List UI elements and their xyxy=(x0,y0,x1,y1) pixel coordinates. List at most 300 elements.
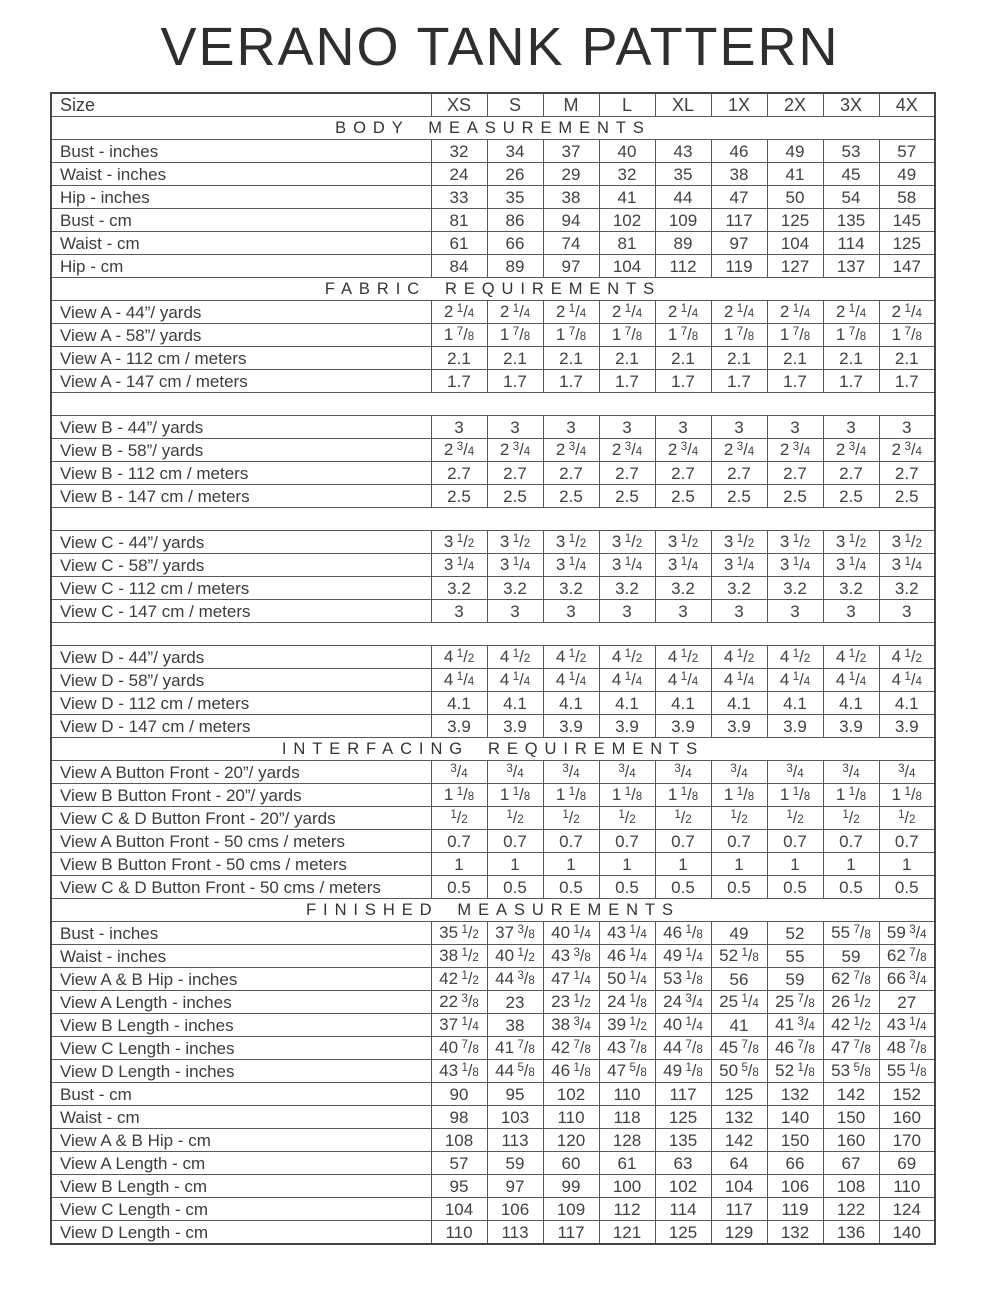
fraction-slash: / xyxy=(859,1039,865,1058)
fraction xyxy=(730,808,747,827)
value-cell xyxy=(823,807,879,830)
value-cell: 46 xyxy=(711,140,767,163)
fraction-slash: / xyxy=(631,441,636,460)
value-cell: 4 $^1$/4 xyxy=(879,669,935,692)
value-cell: 98 xyxy=(431,1106,487,1129)
fraction-denominator: 2 xyxy=(747,653,755,666)
fraction-numerator: 1 xyxy=(792,303,800,316)
value-cell: 59 xyxy=(767,968,823,991)
value-cell: 46 $^1$/8 xyxy=(543,1060,599,1083)
value-cell: 102 xyxy=(655,1175,711,1198)
table-row xyxy=(51,1129,935,1152)
fraction-denominator: 8 xyxy=(915,791,922,804)
fraction-slash: / xyxy=(467,947,473,966)
table-row xyxy=(51,922,935,945)
fraction-denominator: 4 xyxy=(579,446,587,459)
fraction xyxy=(461,1038,478,1057)
fraction-slash: / xyxy=(624,809,630,828)
value-cell xyxy=(431,807,487,830)
fraction-denominator: 4 xyxy=(915,446,922,459)
fraction-denominator: 4 xyxy=(797,768,804,781)
fraction-slash: / xyxy=(523,1039,529,1058)
fraction-slash: / xyxy=(575,326,580,345)
value-cell: 3 $^1$/2 xyxy=(711,531,767,554)
value-cell: 95 xyxy=(487,1083,543,1106)
fraction-slash: / xyxy=(519,648,524,667)
row-label: View A Button Front - 20”/ yards xyxy=(51,761,431,784)
value-cell: 61 xyxy=(431,232,487,255)
fraction-denominator: 8 xyxy=(864,975,871,988)
value-cell: 2 $^1$/4 xyxy=(543,301,599,324)
value-cell: 109 xyxy=(543,1198,599,1221)
value-cell: 4 $^1$/4 xyxy=(823,669,879,692)
fraction-denominator: 8 xyxy=(472,1044,479,1057)
row-label: View C Length - cm xyxy=(51,1198,431,1221)
value-cell: 3 $^1$/2 xyxy=(487,531,543,554)
value-cell: 1 $^1$/8 xyxy=(879,784,935,807)
fraction xyxy=(517,946,534,965)
value-cell: 3 xyxy=(431,416,487,439)
table-row xyxy=(51,876,935,899)
value-cell xyxy=(543,807,599,830)
fraction-denominator: 2 xyxy=(741,814,748,827)
fraction-slash: / xyxy=(575,303,580,322)
fraction-numerator: 3 xyxy=(674,763,681,776)
value-cell: 2.5 xyxy=(879,485,935,508)
fraction xyxy=(685,969,702,988)
value-cell: 1 xyxy=(487,853,543,876)
fraction-denominator: 8 xyxy=(467,331,475,344)
row-label: View A - 147 cm / meters xyxy=(51,370,431,393)
row-label: View A - 44”/ yards xyxy=(51,301,431,324)
fraction-numerator: 1 xyxy=(741,993,748,1006)
fraction-numerator: 1 xyxy=(786,809,793,822)
value-cell: 40 $^1$/2 xyxy=(487,945,543,968)
value-cell: 4 $^1$/2 xyxy=(767,646,823,669)
value-cell: 2.7 xyxy=(767,462,823,485)
fraction-numerator: 1 xyxy=(674,809,681,822)
fraction-denominator: 2 xyxy=(803,538,811,551)
value-cell: 3 $^1$/2 xyxy=(879,531,935,554)
row-label: View C Length - inches xyxy=(51,1037,431,1060)
fraction-numerator: 1 xyxy=(848,556,856,569)
value-cell: 0.7 xyxy=(487,830,543,853)
value-cell: 2.7 xyxy=(487,462,543,485)
value-cell: 112 xyxy=(655,255,711,278)
value-cell: 2.5 xyxy=(711,485,767,508)
fraction-denominator: 2 xyxy=(803,653,811,666)
fraction xyxy=(461,946,478,965)
value-cell: 2.1 xyxy=(711,347,767,370)
value-cell: 135 xyxy=(823,209,879,232)
fraction-numerator: 1 xyxy=(904,786,911,799)
fraction-denominator: 2 xyxy=(635,538,643,551)
fraction-numerator: 3 xyxy=(618,763,625,776)
fraction xyxy=(461,923,478,942)
fraction-numerator: 7 xyxy=(568,326,576,339)
fraction-numerator: 1 xyxy=(741,947,748,960)
fraction-denominator: 8 xyxy=(467,791,475,804)
fraction-numerator: 1 xyxy=(685,924,692,937)
fraction xyxy=(681,670,698,689)
fraction-denominator: 8 xyxy=(635,331,643,344)
value-cell: 2.7 xyxy=(823,462,879,485)
fraction-denominator: 4 xyxy=(584,975,591,988)
fraction-slash: / xyxy=(747,1039,753,1058)
fraction-slash: / xyxy=(519,556,524,575)
fraction xyxy=(625,325,642,344)
value-cell: 0.5 xyxy=(823,876,879,899)
section-heading-row xyxy=(51,117,935,140)
fraction-denominator: 4 xyxy=(803,308,811,321)
value-cell: 1 $^1$/8 xyxy=(823,784,879,807)
value-cell: 4.1 xyxy=(711,692,767,715)
fraction xyxy=(681,325,698,344)
fraction-slash: / xyxy=(523,1062,529,1081)
fraction xyxy=(681,555,698,574)
fraction-slash: / xyxy=(736,763,742,782)
fraction-denominator: 4 xyxy=(803,446,811,459)
fraction xyxy=(517,1061,534,1080)
fraction-numerator: 3 xyxy=(517,924,524,937)
value-cell xyxy=(767,761,823,784)
fraction-slash: / xyxy=(467,970,473,989)
table-row xyxy=(51,1152,935,1175)
value-cell: 3.2 xyxy=(879,577,935,600)
fraction-denominator: 8 xyxy=(808,998,815,1011)
value-cell: 57 xyxy=(879,140,935,163)
value-cell: 3.2 xyxy=(599,577,655,600)
value-cell: 49 xyxy=(767,140,823,163)
value-cell: 89 xyxy=(487,255,543,278)
row-label: Hip - inches xyxy=(51,186,431,209)
value-cell: 1 $^7$/8 xyxy=(767,324,823,347)
table-row xyxy=(51,784,935,807)
value-cell: 2 $^1$/4 xyxy=(767,301,823,324)
fraction xyxy=(681,785,698,804)
fraction-denominator: 8 xyxy=(859,791,867,804)
value-cell: 59 xyxy=(487,1152,543,1175)
fraction-slash: / xyxy=(519,303,524,322)
fraction-numerator: 7 xyxy=(909,1039,916,1052)
value-cell: 129 xyxy=(711,1221,767,1245)
value-cell: 3 xyxy=(543,600,599,623)
fraction-denominator: 2 xyxy=(523,538,531,551)
fraction-denominator: 4 xyxy=(691,308,699,321)
row-label: View B - 44”/ yards xyxy=(51,416,431,439)
fraction-denominator: 8 xyxy=(752,1067,759,1080)
value-cell: 50 $^5$/8 xyxy=(711,1060,767,1083)
fraction xyxy=(905,670,922,689)
value-cell: 97 xyxy=(487,1175,543,1198)
fraction-slash: / xyxy=(799,648,804,667)
row-label: View C - 112 cm / meters xyxy=(51,577,431,600)
value-cell: 2 $^3$/4 xyxy=(655,439,711,462)
fraction xyxy=(685,923,702,942)
fraction-numerator: 7 xyxy=(517,1039,524,1052)
fraction-slash: / xyxy=(743,671,748,690)
value-cell: 1.7 xyxy=(431,370,487,393)
value-cell: 41 xyxy=(599,186,655,209)
fraction-slash: / xyxy=(631,326,636,345)
value-cell: 2 $^1$/4 xyxy=(879,301,935,324)
fraction-slash: / xyxy=(463,441,468,460)
value-cell: 119 xyxy=(711,255,767,278)
table-row xyxy=(51,416,935,439)
value-cell: 4 $^1$/2 xyxy=(487,646,543,669)
fraction xyxy=(457,440,474,459)
fraction-numerator: 3 xyxy=(730,763,737,776)
fraction xyxy=(905,302,922,321)
fraction xyxy=(562,808,579,827)
value-cell: 1.7 xyxy=(487,370,543,393)
fraction-denominator: 4 xyxy=(573,768,580,781)
fraction-denominator: 4 xyxy=(741,768,748,781)
fraction xyxy=(569,532,586,551)
fraction-denominator: 8 xyxy=(859,331,867,344)
fraction xyxy=(685,1015,702,1034)
value-cell xyxy=(487,807,543,830)
value-cell: 2.5 xyxy=(767,485,823,508)
fraction-numerator: 1 xyxy=(680,786,688,799)
fraction-slash: / xyxy=(910,326,916,345)
value-cell: 48 $^7$/8 xyxy=(879,1037,935,1060)
table-row xyxy=(51,1221,935,1245)
fraction-denominator: 8 xyxy=(803,791,811,804)
value-cell xyxy=(879,761,935,784)
fraction-slash: / xyxy=(575,533,580,552)
value-cell: 4 $^1$/4 xyxy=(543,669,599,692)
fraction xyxy=(786,808,803,827)
fraction-slash: / xyxy=(687,303,692,322)
value-cell: 41 $^3$/4 xyxy=(767,1014,823,1037)
fraction xyxy=(517,969,534,988)
value-cell: 2.5 xyxy=(431,485,487,508)
value-cell: 0.7 xyxy=(711,830,767,853)
value-cell: 4 $^1$/2 xyxy=(543,646,599,669)
row-label: Waist - inches xyxy=(51,945,431,968)
fraction xyxy=(506,808,523,827)
fraction-denominator: 2 xyxy=(691,653,699,666)
fraction-slash: / xyxy=(691,924,697,943)
section-heading-row xyxy=(51,899,935,922)
fraction-denominator: 4 xyxy=(696,998,703,1011)
fraction-denominator: 8 xyxy=(640,998,647,1011)
fraction xyxy=(909,1061,926,1080)
value-cell: 1.7 xyxy=(655,370,711,393)
fraction xyxy=(513,670,530,689)
value-cell: 0.7 xyxy=(823,830,879,853)
table-row xyxy=(51,715,935,738)
fraction-denominator: 8 xyxy=(803,331,811,344)
fraction xyxy=(793,532,810,551)
fraction-slash: / xyxy=(631,303,636,322)
fraction-numerator: 1 xyxy=(461,924,468,937)
fraction-denominator: 4 xyxy=(640,975,647,988)
row-label: View D - 112 cm / meters xyxy=(51,692,431,715)
fraction-numerator: 7 xyxy=(680,326,688,339)
section-heading: BODY MEASUREMENTS xyxy=(51,117,935,140)
fraction-denominator: 4 xyxy=(640,929,647,942)
value-cell: 3.2 xyxy=(431,577,487,600)
fraction-denominator: 8 xyxy=(472,998,479,1011)
table-row xyxy=(51,1106,935,1129)
fraction-numerator: 1 xyxy=(680,671,688,684)
fraction xyxy=(461,1061,478,1080)
fraction-denominator: 8 xyxy=(747,791,755,804)
fraction-numerator: 1 xyxy=(797,1062,804,1075)
fraction-denominator: 2 xyxy=(909,814,916,827)
table-row xyxy=(51,1060,935,1083)
table-row xyxy=(51,462,935,485)
fraction-slash: / xyxy=(743,441,748,460)
fraction xyxy=(842,762,859,781)
value-cell: 46 $^1$/4 xyxy=(599,945,655,968)
fraction-slash: / xyxy=(635,947,641,966)
fraction-slash: / xyxy=(910,648,916,667)
fraction xyxy=(569,785,586,804)
fraction-numerator: 3 xyxy=(736,441,744,454)
value-cell: 4 $^1$/2 xyxy=(879,646,935,669)
fraction-denominator: 4 xyxy=(920,975,927,988)
fraction-denominator: 2 xyxy=(691,538,699,551)
value-cell: 40 $^1$/4 xyxy=(543,922,599,945)
fraction-slash: / xyxy=(519,671,524,690)
value-cell: 2 $^3$/4 xyxy=(767,439,823,462)
fraction xyxy=(842,808,859,827)
fraction xyxy=(905,647,922,666)
row-label: View D - 58”/ yards xyxy=(51,669,431,692)
fraction-slash: / xyxy=(463,786,468,805)
page-title: VERANO TANK PATTERN xyxy=(160,17,840,77)
fraction-slash: / xyxy=(687,671,692,690)
fraction xyxy=(905,785,922,804)
value-cell: 160 xyxy=(879,1106,935,1129)
value-cell: 38 xyxy=(711,163,767,186)
fraction-numerator: 7 xyxy=(512,326,520,339)
value-cell: 2.7 xyxy=(599,462,655,485)
fraction xyxy=(905,532,922,551)
fraction xyxy=(569,440,586,459)
fraction-numerator: 1 xyxy=(461,1016,468,1029)
fraction-numerator: 1 xyxy=(512,648,520,661)
value-cell: 3.2 xyxy=(823,577,879,600)
fraction xyxy=(849,785,866,804)
value-cell: 113 xyxy=(487,1129,543,1152)
fraction xyxy=(681,440,698,459)
value-cell: 3 $^1$/2 xyxy=(431,531,487,554)
fraction-numerator: 5 xyxy=(517,1062,524,1075)
value-cell: 43 $^7$/8 xyxy=(599,1037,655,1060)
value-cell: 2.7 xyxy=(879,462,935,485)
fraction-slash: / xyxy=(680,809,686,828)
row-label: View B Length - inches xyxy=(51,1014,431,1037)
fraction-numerator: 3 xyxy=(568,441,576,454)
value-cell: 1 $^7$/8 xyxy=(879,324,935,347)
value-cell: 1 xyxy=(823,853,879,876)
value-cell: 44 $^7$/8 xyxy=(655,1037,711,1060)
value-cell: 4 $^1$/4 xyxy=(655,669,711,692)
fraction xyxy=(513,555,530,574)
fraction-numerator: 3 xyxy=(573,947,580,960)
fraction-denominator: 2 xyxy=(859,538,867,551)
fraction xyxy=(797,1015,814,1034)
fraction-slash: / xyxy=(456,763,462,782)
fraction-denominator: 4 xyxy=(472,1021,479,1034)
fraction-slash: / xyxy=(859,970,865,989)
fraction-denominator: 2 xyxy=(629,814,636,827)
fraction xyxy=(793,555,810,574)
fraction-slash: / xyxy=(691,947,697,966)
value-cell: 81 xyxy=(599,232,655,255)
value-cell: 4 $^1$/4 xyxy=(487,669,543,692)
value-cell: 3 xyxy=(431,600,487,623)
fraction xyxy=(513,325,530,344)
spacer-row xyxy=(51,623,935,646)
fraction-numerator: 1 xyxy=(685,947,692,960)
value-cell: 3 $^1$/2 xyxy=(767,531,823,554)
row-label: View C - 147 cm / meters xyxy=(51,600,431,623)
value-cell xyxy=(543,761,599,784)
value-cell: 38 $^1$/2 xyxy=(431,945,487,968)
fraction-denominator: 2 xyxy=(579,538,587,551)
fraction-numerator: 3 xyxy=(562,763,569,776)
fraction-denominator: 4 xyxy=(685,768,692,781)
fraction-slash: / xyxy=(743,648,748,667)
fraction-denominator: 4 xyxy=(691,561,699,574)
fraction-denominator: 4 xyxy=(635,561,643,574)
fraction-numerator: 1 xyxy=(506,809,513,822)
fraction-slash: / xyxy=(743,303,748,322)
value-cell: 32 xyxy=(431,140,487,163)
value-cell: 44 xyxy=(655,186,711,209)
fraction-denominator: 4 xyxy=(752,998,759,1011)
fraction-slash: / xyxy=(575,556,580,575)
fraction xyxy=(573,1015,590,1034)
fraction-denominator: 4 xyxy=(915,308,922,321)
value-cell: 4.1 xyxy=(879,692,935,715)
fraction-numerator: 1 xyxy=(568,533,576,546)
fraction xyxy=(793,440,810,459)
value-cell: 3 $^1$/4 xyxy=(655,554,711,577)
fraction-denominator: 2 xyxy=(915,538,922,551)
value-cell: 1 xyxy=(599,853,655,876)
value-cell: 4 $^1$/2 xyxy=(431,646,487,669)
fraction-slash: / xyxy=(463,648,468,667)
table-row xyxy=(51,301,935,324)
fraction-denominator: 4 xyxy=(584,929,591,942)
fraction-denominator: 4 xyxy=(523,308,531,321)
table-row xyxy=(51,439,935,462)
fraction xyxy=(797,1038,814,1057)
value-cell: 3.2 xyxy=(767,577,823,600)
fraction-slash: / xyxy=(631,648,636,667)
fraction-slash: / xyxy=(799,326,804,345)
value-cell: 3 xyxy=(487,600,543,623)
fraction-numerator: 5 xyxy=(853,1062,860,1075)
value-cell: 117 xyxy=(543,1221,599,1245)
fraction-numerator: 1 xyxy=(512,533,520,546)
fraction xyxy=(625,555,642,574)
value-cell xyxy=(431,761,487,784)
value-cell: 125 xyxy=(879,232,935,255)
value-cell: 110 xyxy=(431,1221,487,1245)
fraction-denominator: 8 xyxy=(696,975,703,988)
size-chart-body xyxy=(51,93,935,1244)
size-column-header: S xyxy=(487,93,543,117)
fraction-numerator: 1 xyxy=(853,1016,860,1029)
value-cell: 4.1 xyxy=(599,692,655,715)
